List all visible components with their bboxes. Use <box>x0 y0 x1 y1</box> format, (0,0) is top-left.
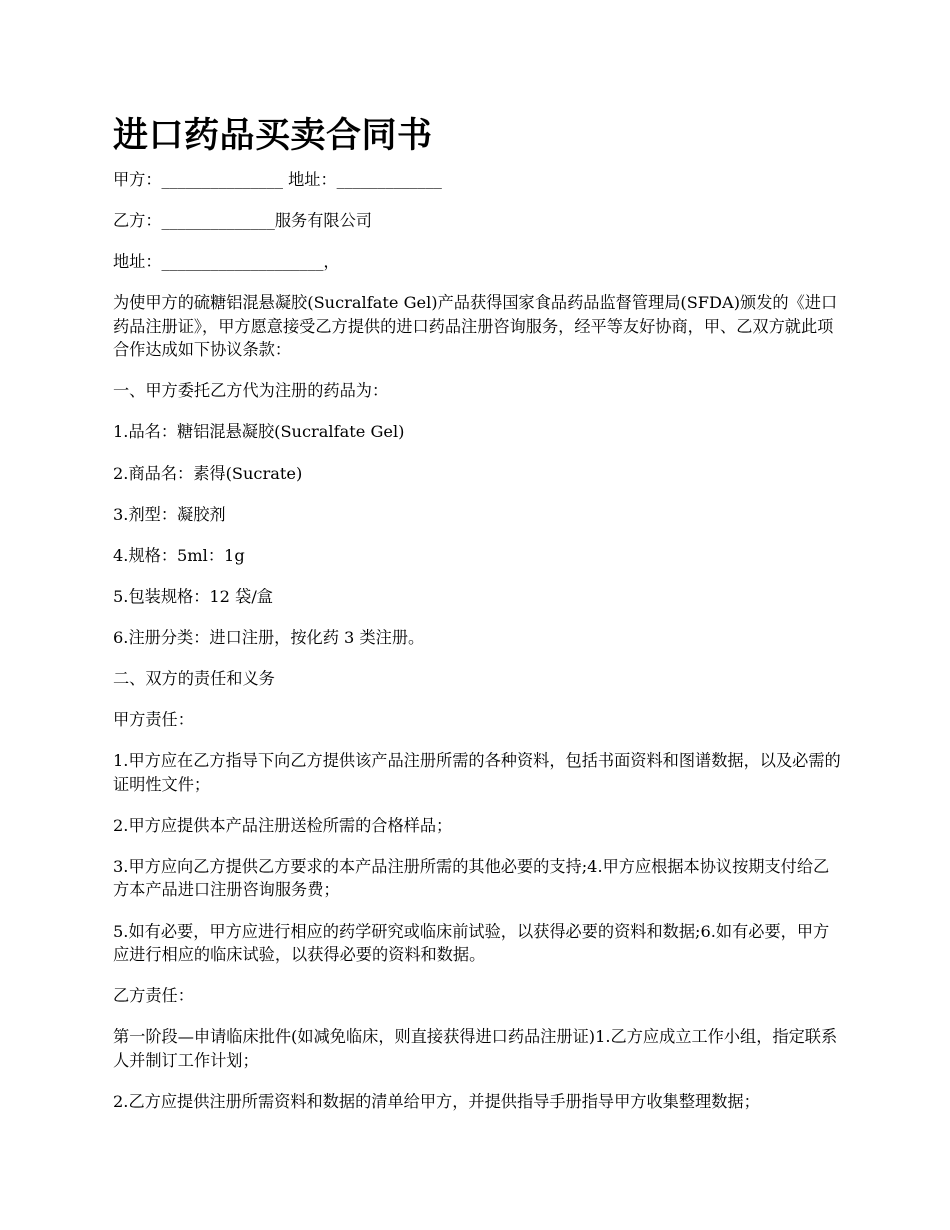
party-a-duties-heading: 甲方责任： <box>113 710 194 730</box>
party-a-duty-3-4: 3.甲方应向乙方提供乙方要求的本产品注册所需的其他必要的支持;4.甲方应根据本协议按期支付给乙方本产品进口注册咨询服务费； <box>113 856 830 900</box>
party-b-address-line: 地址：____________________， <box>113 252 340 272</box>
party-b-duty-2: 2.乙方应提供注册所需资料和数据的清单给甲方，并提供指导手册指导甲方收集整理数据； <box>113 1091 760 1111</box>
party-a-line: 甲方：_______________ 地址：_____________ <box>113 170 442 189</box>
preamble-paragraph: 为使甲方的硫糖铝混悬凝胶(Sucralfate Gel)产品获得国家食品药品监督管理局(SFDA)颁发的《进口药品注册证》，甲方愿意接受乙方提供的进口药品注册咨询服务，经平等友好协商，甲、乙双方就此项合作达成如下协议条款： <box>113 293 838 360</box>
drug-item-name: 1.品名：糖铝混悬凝胶(Sucralfate Gel) <box>113 422 405 442</box>
party-a-duty-2: 2.甲方应提供本产品注册送检所需的合格样品； <box>113 815 453 835</box>
party-b-line: 乙方：______________服务有限公司 <box>113 211 372 231</box>
section-heading-drug: 一、甲方委托乙方代为注册的药品为： <box>113 381 389 401</box>
party-a-duty-5-6: 5.如有必要，甲方应进行相应的药学研究或临床前试验，以获得必要的资料和数据;6.如有必要，甲方应进行相应的临床试验，以获得必要的资料和数据。 <box>113 921 830 964</box>
drug-item-trade-name: 2.商品名：素得(Sucrate) <box>113 463 303 483</box>
drug-item-spec: 4.规格：5ml：1g <box>113 545 245 565</box>
drug-item-dosage-form: 3.剂型：凝胶剂 <box>113 504 226 524</box>
drug-item-registration-class: 6.注册分类：进口注册，按化药 3 类注册。 <box>113 627 425 647</box>
document-title: 进口药品买卖合同书 <box>113 116 433 156</box>
party-b-duties-heading: 乙方责任： <box>113 986 194 1006</box>
party-a-duty-1: 1.甲方应在乙方指导下向乙方提供该产品注册所需的各种资料，包括书面资料和图谱数据，以及必需的证明性文件； <box>113 751 841 794</box>
document-page <box>113 108 843 1131</box>
drug-item-packaging: 5.包装规格：12 袋/盒 <box>113 586 273 606</box>
party-b-stage-1: 第一阶段—申请临床批件(如减免临床，则直接获得进口药品注册证)1.乙方应成立工作小组，指定联系人并制订工作计划； <box>113 1027 838 1070</box>
section-heading-duties: 二、双方的责任和义务 <box>113 669 275 689</box>
